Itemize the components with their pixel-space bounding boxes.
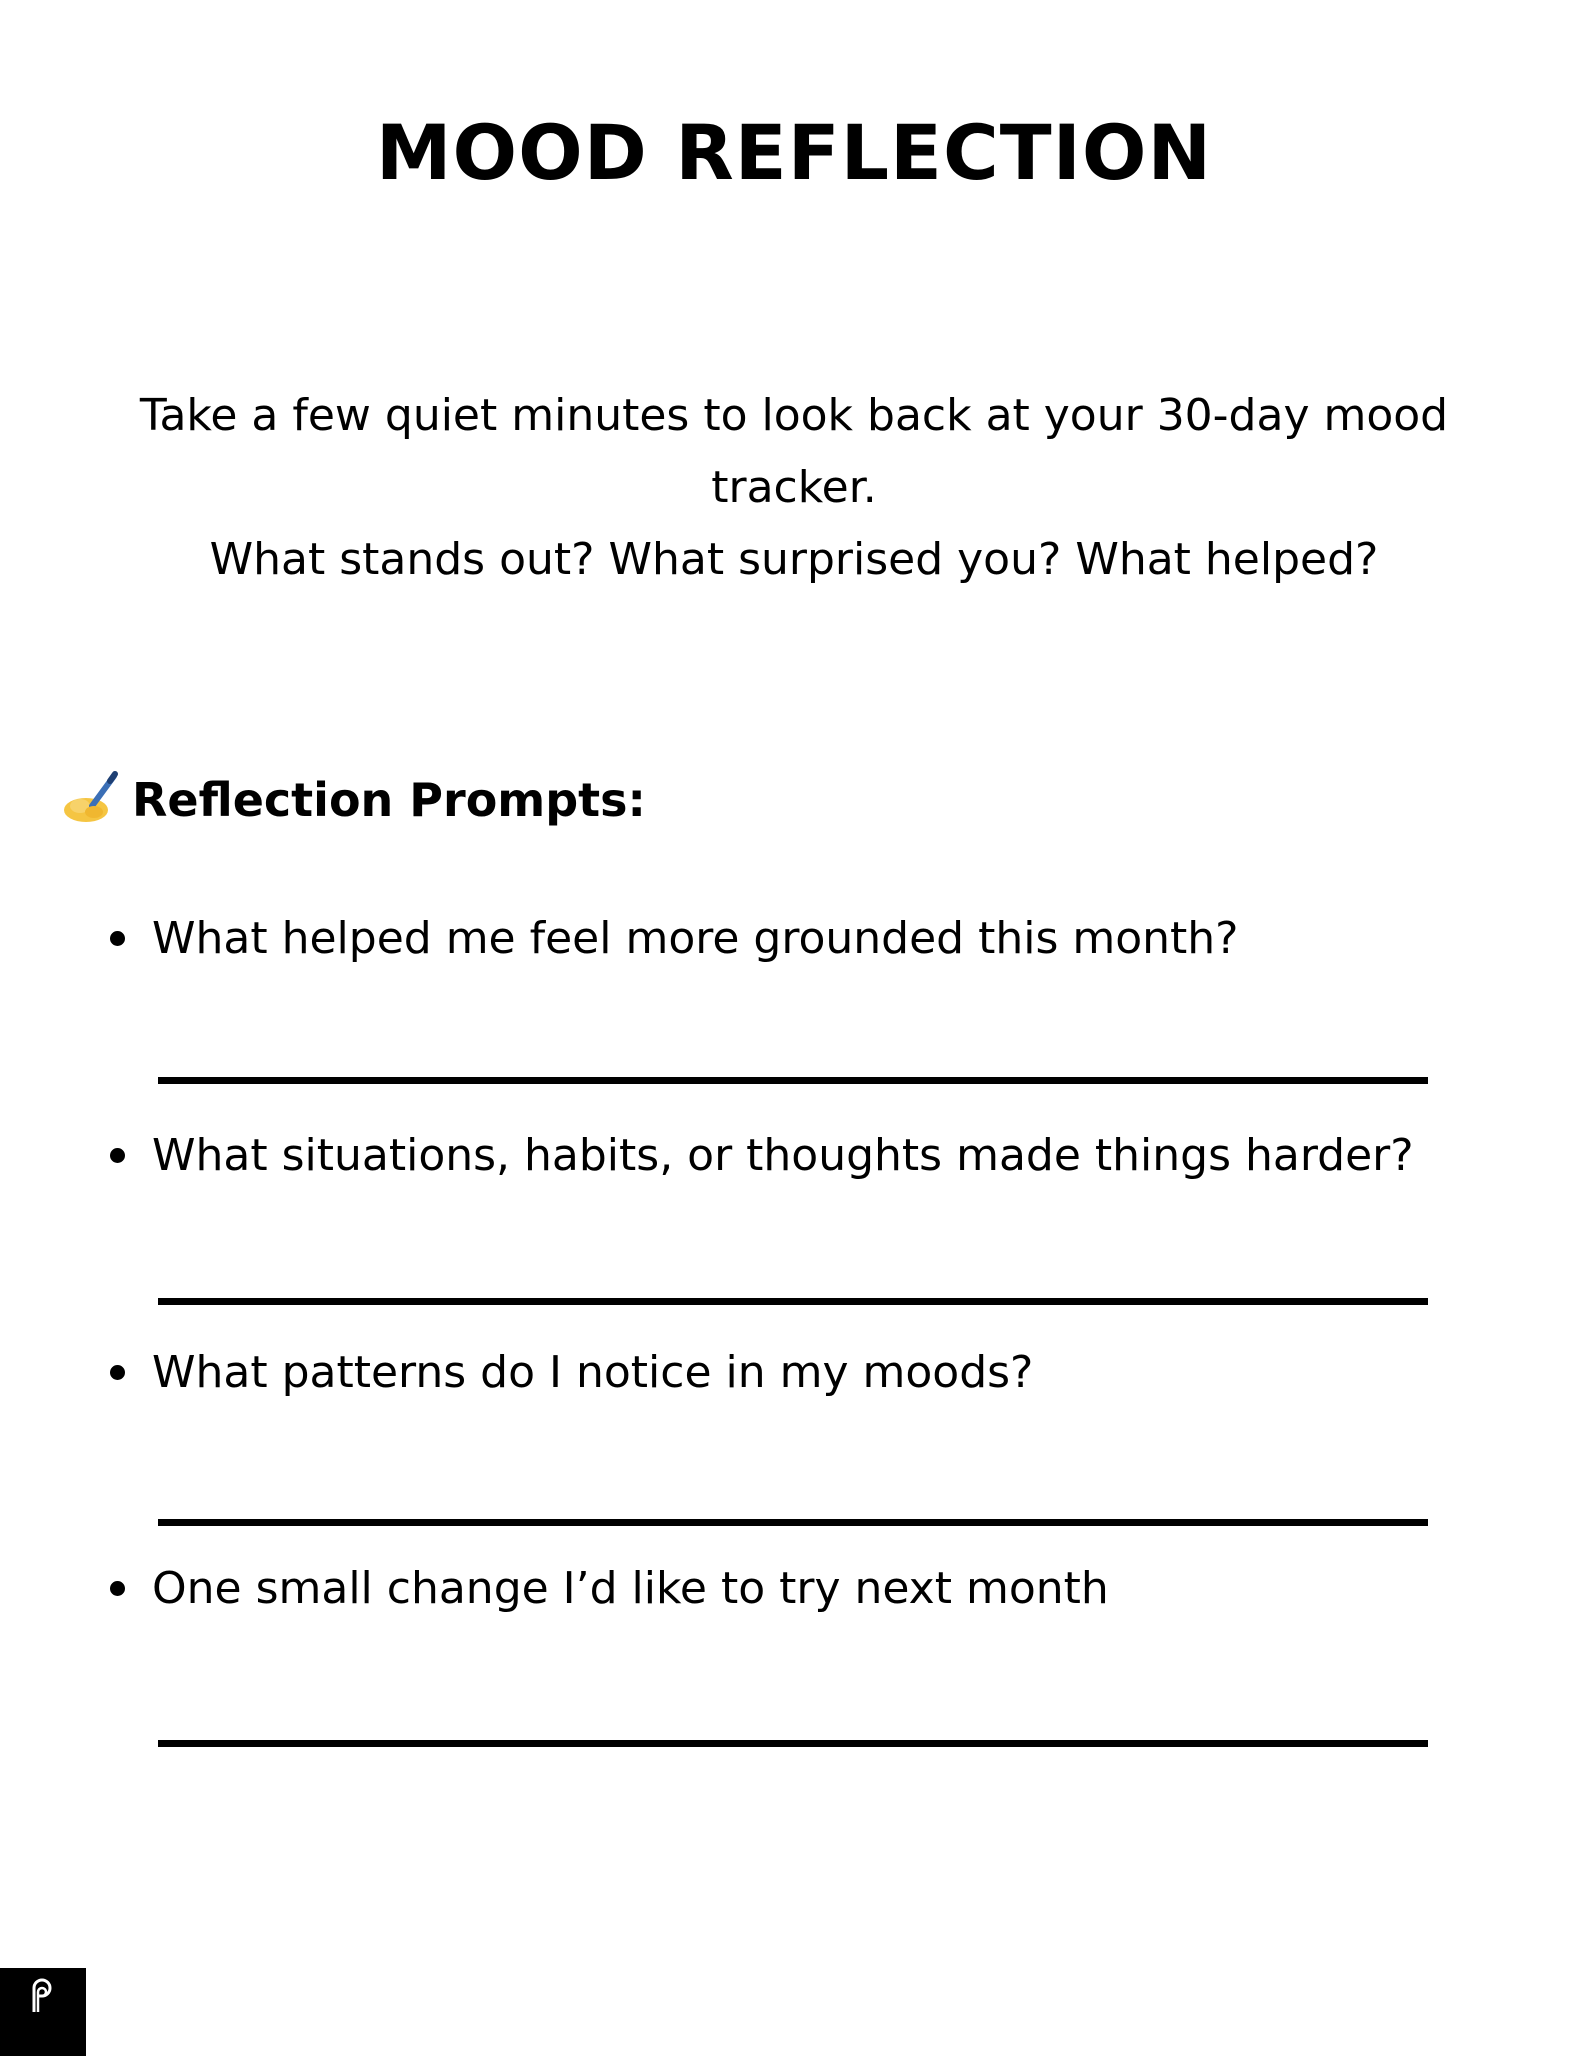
page-title: MOOD REFLECTION <box>375 108 1213 197</box>
pause-and-paper-logo-icon <box>28 1978 58 2014</box>
prompt-item <box>100 1340 1480 1404</box>
writing-hand-icon <box>60 770 120 830</box>
bullet-icon <box>110 931 125 946</box>
bullet-icon <box>110 1365 125 1380</box>
answer-line[interactable] <box>158 1519 1428 1526</box>
answer-line[interactable] <box>158 1077 1428 1084</box>
reflection-prompts-label: Reflection Prompts: <box>132 773 646 827</box>
prompt-text: One small change I’d like to try next month <box>152 1562 1109 1614</box>
prompt-item <box>100 1123 1480 1187</box>
intro-text <box>120 380 1468 596</box>
answer-line[interactable] <box>158 1740 1428 1747</box>
brand-logo <box>0 1968 86 2056</box>
answer-line[interactable] <box>158 1298 1428 1305</box>
prompt-text: What patterns do I notice in my moods? <box>152 1346 1034 1398</box>
prompt-text: What helped me feel more grounded this month? <box>152 912 1239 964</box>
intro-line-2: tracker. <box>711 462 877 513</box>
bullet-icon <box>110 1148 125 1163</box>
bullet-icon <box>110 1581 125 1596</box>
prompt-item <box>100 906 1480 970</box>
prompt-item <box>100 1556 1480 1620</box>
intro-line-3: What stands out? What surprised you? What helped? <box>209 534 1379 585</box>
reflection-prompts-heading <box>60 768 646 832</box>
intro-line-1: Take a few quiet minutes to look back at your 30-day mood <box>139 390 1449 441</box>
prompt-text: What situations, habits, or thoughts made things harder? <box>152 1129 1414 1181</box>
